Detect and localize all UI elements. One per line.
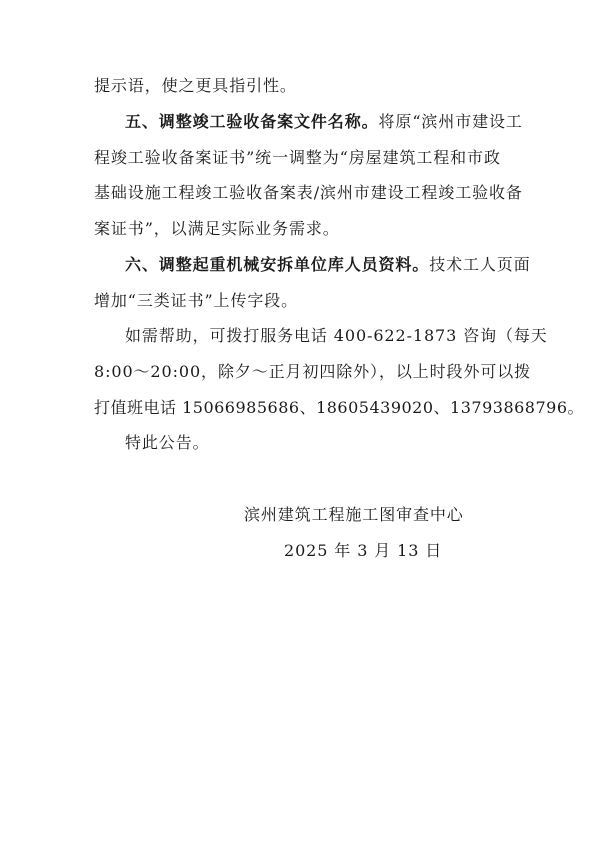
section-six-first-line [125,255,531,275]
paragraph-line: 案证书”，以满足实际业务需求。 [94,219,340,238]
section-five-first-line [125,112,523,132]
paragraph-line: 技术工人页面 [429,255,531,274]
paragraph-line: 如需帮助，可拨打服务电话 400-622-1873 咨询（每天 [125,326,548,345]
paragraph-line: 提示语，使之更具指引性。 [94,76,297,95]
paragraph-line: 增加“三类证书”上传字段。 [94,291,299,310]
closing-line: 特此公告。 [125,433,210,452]
signature-date: 2025 年 3 月 13 日 [284,541,443,560]
signature-org: 滨州建筑工程施工图审查中心 [244,505,464,524]
paragraph-line: 程竣工验收备案证书”统一调整为“房屋建筑工程和市政 [94,148,501,167]
paragraph-line: 基础设施工程竣工验收备案表/滨州市建设工程竣工验收备 [94,183,523,202]
paragraph-line: 8:00～20:00，除夕～正月初四除外），以上时段外可以拨 [94,362,532,381]
paragraph-line: 将原“滨州市建设工 [378,112,523,131]
paragraph-line: 打值班电话 15066985686、18605439020、13793868796。 [94,398,585,417]
section-five-heading: 五、调整竣工验收备案文件名称。 [125,112,379,131]
section-six-heading: 六、调整起重机械安拆单位库人员资料。 [125,255,430,274]
